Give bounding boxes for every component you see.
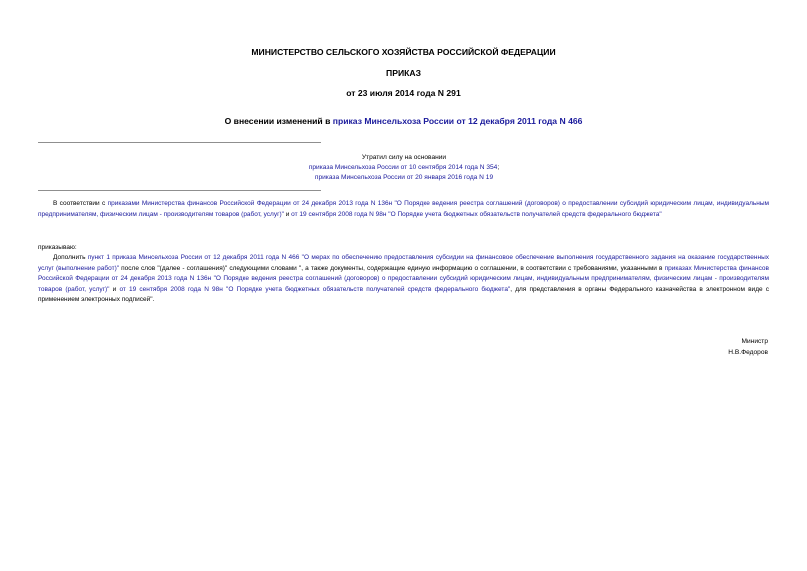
status-note-separator: ;: [497, 163, 500, 171]
signatory-name: Н.В.Федоров: [728, 349, 768, 356]
document-type-heading: ПРИКАЗ: [386, 68, 421, 78]
signature-block: [728, 336, 768, 358]
bottom-divider: [38, 190, 321, 191]
document-date-number: от 23 июля 2014 года N 291: [346, 88, 461, 98]
ministry-heading: МИНИСТЕРСТВО СЕЛЬСКОГО ХОЗЯЙСТВА РОССИЙСКОЙ ФЕДЕРАЦИИ: [251, 47, 556, 57]
minfin-136n-link[interactable]: приказами Министерства финансов Российской Федерации от 24 декабря 2013 года N 136н "О Порядке ведения реестра соглашений (договоров) о предоставлении субсидий юридическим лицам, индивидуальным предпринимателям, физическим лицам - производителям товаров (работ, услуг)": [38, 200, 769, 218]
minfin-98n-link-2[interactable]: от 19 сентября 2008 года N 98н "О Порядке учета бюджетных обязательств получателей средств федерального бюджета": [119, 285, 511, 293]
status-note-ref1: [235, 163, 573, 173]
status-note-ref2: [235, 173, 573, 183]
status-note: [235, 153, 573, 182]
amended-order-link[interactable]: приказ Минсельхоза России от 12 декабря 2011 года N 466: [332, 116, 583, 126]
order-466-item1-link[interactable]: пункт 1 приказа Минсельхоза России от 12 декабря 2011 года N 466 "О мерах по обеспечению предоставления субсидии на финансовое обеспечение выполнения государственного задания на оказание государственных услуг (выполнение работ)": [38, 254, 769, 272]
amendment-text-3: и: [109, 285, 120, 293]
document-title: [0, 116, 807, 126]
top-divider: [38, 142, 321, 143]
minfin-98n-link[interactable]: от 19 сентября 2008 года N 98н "О Порядке учета бюджетных обязательств получателей средств федерального бюджета": [291, 210, 662, 218]
document-title-text: О внесении изменений в: [224, 116, 333, 126]
amendment-paragraph: [38, 253, 769, 306]
signatory-position: Министр: [741, 338, 768, 345]
amendment-text-2: после слов "(далее - соглашения)" следующими словами ", а также документы, содержащие единую информацию о соглашении, в соответствии с требованиями, указанными в: [119, 264, 665, 272]
repeal-order-link-2[interactable]: приказа Минсельхоза России от 20 января 2016 года N 19: [314, 173, 494, 181]
order-word: приказываю:: [38, 244, 77, 251]
amendment-text-4: , для представления в органы Федерального казначейства в электронном виде с применением электронных подписей".: [38, 285, 770, 304]
amendment-text-1: Дополнить: [53, 254, 88, 261]
preamble-text-1: В соответствии с: [53, 200, 108, 207]
preamble-text-2: и: [283, 210, 292, 218]
repeal-order-link-1[interactable]: приказа Минсельхоза России от 10 сентября 2014 года N 354: [308, 163, 498, 171]
preamble-paragraph: [38, 199, 769, 220]
minfin-136n-link-2[interactable]: приказах Министерства финансов Российской Федерации от 24 декабря 2013 года N 136н "О Порядке ведения реестра соглашений (договоров) о предоставлении субсидий юридическим лицам, индивидуальным предпринимателям, физическим лицам - производителям товаров (работ, услуг)": [38, 264, 769, 293]
status-note-caption: Утратил силу на основании: [361, 154, 447, 161]
